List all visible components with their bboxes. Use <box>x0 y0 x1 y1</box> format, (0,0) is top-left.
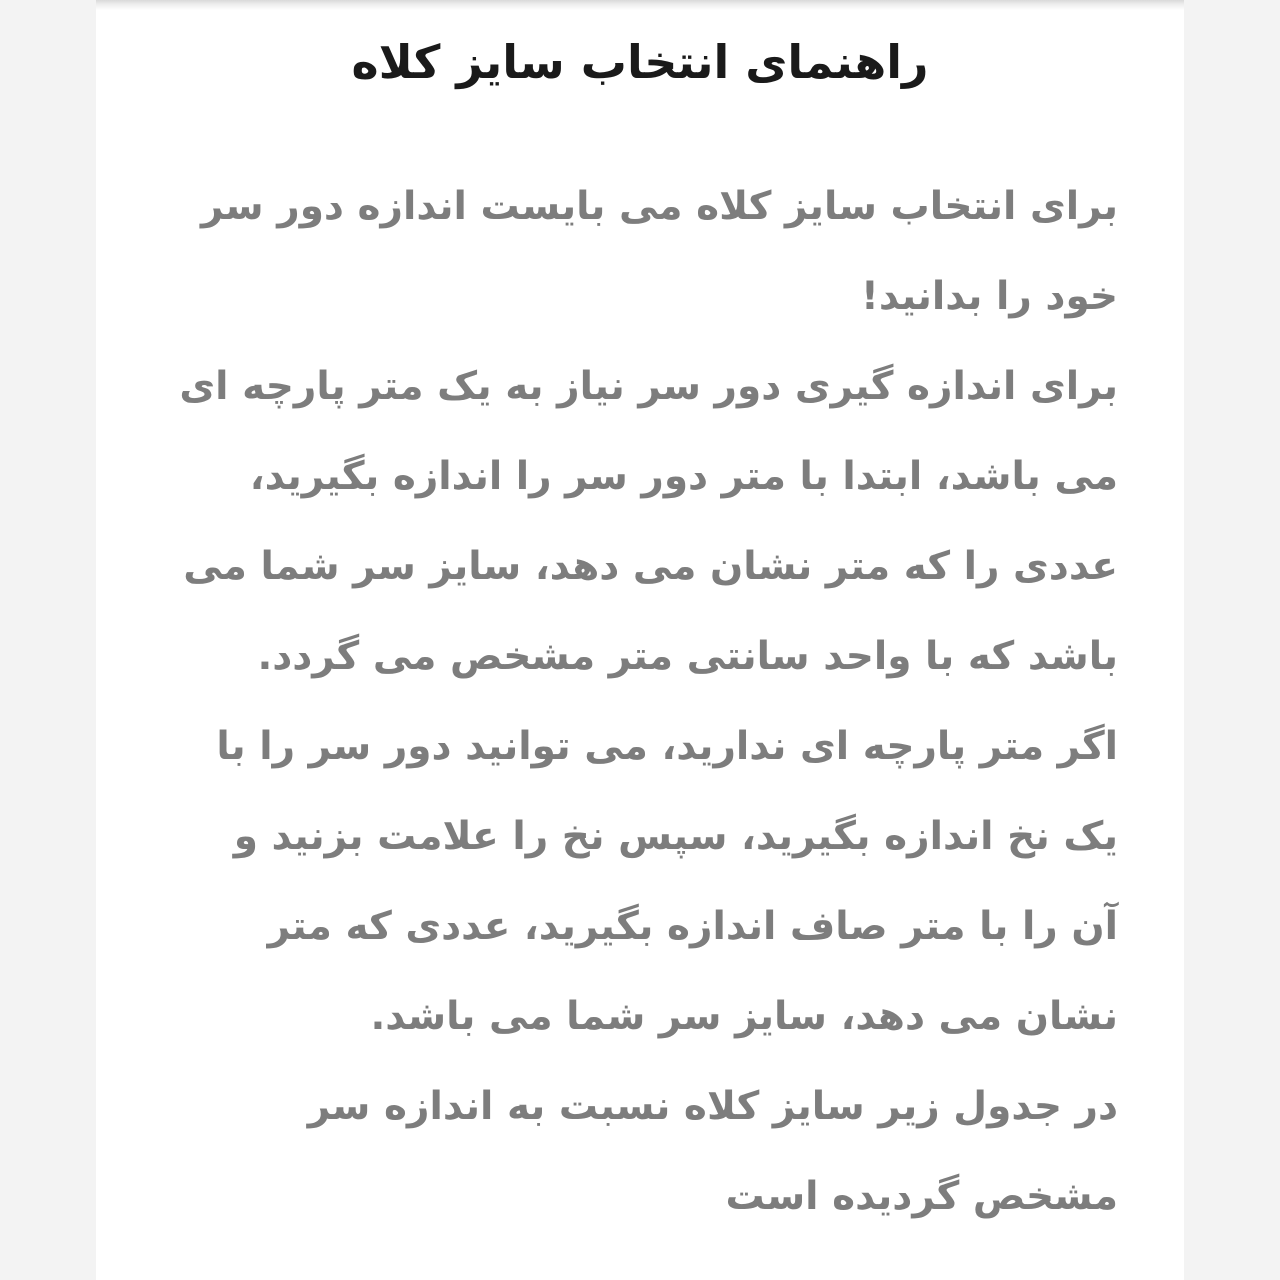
text-line: یک نخ اندازه بگیرید، سپس نخ را علامت بزنید و <box>233 814 1118 859</box>
text-line: مشخص گردیده است <box>725 1174 1118 1219</box>
text-line: نشان می دهد، سایز سر شما می باشد. <box>370 994 1118 1039</box>
page-title: راهنمای انتخاب سایز کلاه <box>351 35 929 89</box>
text-line: برای اندازه گیری دور سر نیاز به یک متر پارچه ای <box>179 364 1118 409</box>
text-line: باشد که با واحد سانتی متر مشخص می گردد. <box>257 634 1118 679</box>
text-line: خود را بدانید! <box>861 274 1118 319</box>
text-line: می باشد، ابتدا با متر دور سر را اندازه بگیرید، <box>249 454 1118 499</box>
text-line: در جدول زیر سایز کلاه نسبت به اندازه سر <box>307 1084 1118 1129</box>
text-line: اگر متر پارچه ای ندارید، می توانید دور سر را با <box>216 724 1118 769</box>
text-line: برای انتخاب سایز کلاه می بایست اندازه دور سر <box>201 184 1118 229</box>
guide-text <box>150 162 1118 1242</box>
text-line: آن را با متر صاف اندازه بگیرید، عددی که متر <box>267 904 1118 949</box>
text-line: عددی را که متر نشان می دهد، سایز سر شما می <box>183 544 1118 589</box>
top-shadow-divider <box>96 0 1184 10</box>
